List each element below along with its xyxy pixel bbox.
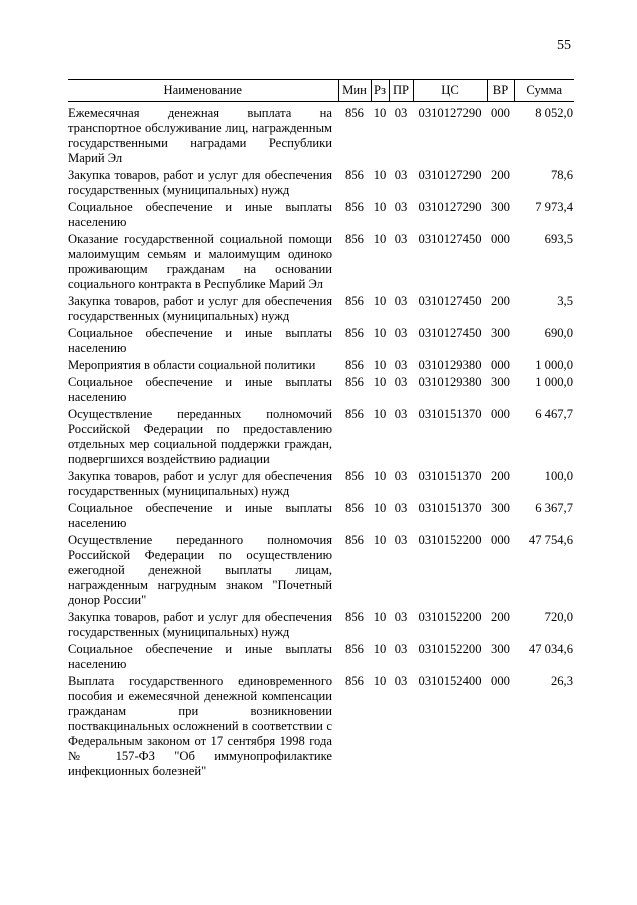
row-min: 856 bbox=[345, 469, 364, 483]
row-vr: 000 bbox=[491, 533, 510, 547]
row-pr: 03 bbox=[394, 358, 408, 372]
row-name: Социальное обеспечение и иные выплаты населению bbox=[68, 200, 332, 229]
row-cs: 0310152200 bbox=[418, 533, 482, 547]
row-pr: 03 bbox=[394, 294, 408, 308]
row-name: Осуществление переданных полномочий Российской Федерации по предоставлению отдельных мер социальной поддержки граждан, подвергшихся воздействию радиации bbox=[68, 407, 332, 466]
page-number: 55 bbox=[557, 38, 571, 53]
row-sum: 26,3 bbox=[550, 674, 573, 688]
table-row bbox=[68, 294, 574, 326]
header-rz: Рз bbox=[371, 80, 389, 102]
table-row bbox=[68, 200, 574, 232]
row-vr: 000 bbox=[491, 232, 510, 246]
row-vr: 300 bbox=[491, 501, 510, 515]
row-pr: 03 bbox=[394, 501, 408, 515]
row-name: Закупка товаров, работ и услуг для обеспечения государственных (муниципальных) нужд bbox=[68, 469, 332, 498]
row-vr: 300 bbox=[491, 375, 510, 389]
table-header-row bbox=[68, 80, 574, 102]
row-pr: 03 bbox=[394, 533, 408, 547]
row-sum: 3,5 bbox=[557, 294, 573, 308]
row-pr: 03 bbox=[394, 326, 408, 340]
row-name: Социальное обеспечение и иные выплаты населению bbox=[68, 642, 332, 671]
row-min: 856 bbox=[345, 200, 364, 214]
row-rz: 10 bbox=[373, 642, 387, 656]
row-name: Ежемесячная денежная выплата на транспортное обслуживание лиц, награжденным государственными наградами Республики Марий Эл bbox=[68, 106, 332, 165]
row-min: 856 bbox=[345, 642, 364, 656]
row-name: Закупка товаров, работ и услуг для обеспечения государственных (муниципальных) нужд bbox=[68, 610, 332, 639]
row-min: 856 bbox=[345, 294, 364, 308]
table-row bbox=[68, 610, 574, 642]
row-pr: 03 bbox=[394, 642, 408, 656]
row-cs: 0310129380 bbox=[418, 375, 482, 389]
row-pr: 03 bbox=[394, 106, 408, 120]
row-min: 856 bbox=[345, 232, 364, 246]
row-rz: 10 bbox=[373, 358, 387, 372]
row-rz: 10 bbox=[373, 200, 387, 214]
row-min: 856 bbox=[345, 326, 364, 340]
row-vr: 000 bbox=[491, 106, 510, 120]
table-row bbox=[68, 533, 574, 610]
row-name: Социальное обеспечение и иные выплаты населению bbox=[68, 375, 332, 404]
row-sum: 693,5 bbox=[544, 232, 573, 246]
row-sum: 6 467,7 bbox=[535, 407, 573, 421]
row-rz: 10 bbox=[373, 326, 387, 340]
row-vr: 200 bbox=[491, 294, 510, 308]
row-vr: 000 bbox=[491, 674, 510, 688]
row-sum: 720,0 bbox=[544, 610, 573, 624]
row-rz: 10 bbox=[373, 106, 387, 120]
table-row bbox=[68, 642, 574, 674]
row-pr: 03 bbox=[394, 469, 408, 483]
row-pr: 03 bbox=[394, 232, 408, 246]
row-name: Выплата государственного единовременного пособия и ежемесячной денежной компенсации гражданам при возникновении поствакцинальных осложнений в соответствии с Федеральным законом от 17 сентября 1998 года № 157-ФЗ "Об иммунопрофилактике инфекционных болезней" bbox=[68, 674, 332, 778]
row-min: 856 bbox=[345, 106, 364, 120]
row-cs: 0310127290 bbox=[418, 106, 482, 120]
row-cs: 0310127450 bbox=[418, 232, 482, 246]
row-vr: 300 bbox=[491, 200, 510, 214]
table-row bbox=[68, 326, 574, 358]
row-cs: 0310152200 bbox=[418, 642, 482, 656]
table-row bbox=[68, 407, 574, 469]
row-vr: 300 bbox=[491, 326, 510, 340]
row-sum: 7 973,4 bbox=[535, 200, 573, 214]
row-min: 856 bbox=[345, 533, 364, 547]
header-sum: Сумма bbox=[514, 80, 574, 102]
row-min: 856 bbox=[345, 674, 364, 688]
row-pr: 03 bbox=[394, 375, 408, 389]
table-row bbox=[68, 375, 574, 407]
row-rz: 10 bbox=[373, 610, 387, 624]
row-cs: 0310127290 bbox=[418, 200, 482, 214]
row-pr: 03 bbox=[394, 674, 408, 688]
row-sum: 8 052,0 bbox=[535, 106, 573, 120]
row-cs: 0310151370 bbox=[418, 469, 482, 483]
row-sum: 47 754,6 bbox=[528, 533, 573, 547]
row-sum: 1 000,0 bbox=[535, 375, 573, 389]
row-vr: 200 bbox=[491, 610, 510, 624]
table-row bbox=[68, 168, 574, 200]
row-rz: 10 bbox=[373, 501, 387, 515]
row-name: Закупка товаров, работ и услуг для обеспечения государственных (муниципальных) нужд bbox=[68, 168, 332, 197]
row-cs: 0310129380 bbox=[418, 358, 482, 372]
row-min: 856 bbox=[345, 375, 364, 389]
row-vr: 200 bbox=[491, 168, 510, 182]
row-rz: 10 bbox=[373, 294, 387, 308]
row-name: Социальное обеспечение и иные выплаты населению bbox=[68, 501, 332, 530]
header-pr: ПР bbox=[389, 80, 413, 102]
row-cs: 0310127450 bbox=[418, 294, 482, 308]
table-row bbox=[68, 469, 574, 501]
table-row bbox=[68, 501, 574, 533]
row-sum: 100,0 bbox=[544, 469, 573, 483]
row-rz: 10 bbox=[373, 407, 387, 421]
budget-table bbox=[68, 79, 574, 781]
row-min: 856 bbox=[345, 168, 364, 182]
header-name: Наименование bbox=[68, 80, 338, 102]
table-row bbox=[68, 358, 574, 375]
row-vr: 000 bbox=[491, 407, 510, 421]
row-min: 856 bbox=[345, 501, 364, 515]
table-row bbox=[68, 232, 574, 294]
row-sum: 1 000,0 bbox=[535, 358, 573, 372]
header-vr: ВР bbox=[487, 80, 514, 102]
row-rz: 10 bbox=[373, 469, 387, 483]
row-rz: 10 bbox=[373, 168, 387, 182]
header-cs: ЦС bbox=[413, 80, 487, 102]
row-min: 856 bbox=[345, 407, 364, 421]
header-min: Мин bbox=[338, 80, 371, 102]
row-sum: 78,6 bbox=[550, 168, 573, 182]
row-name: Мероприятия в области социальной политики bbox=[68, 358, 316, 372]
row-vr: 200 bbox=[491, 469, 510, 483]
row-cs: 0310152200 bbox=[418, 610, 482, 624]
row-vr: 000 bbox=[491, 358, 510, 372]
row-sum: 690,0 bbox=[544, 326, 573, 340]
row-pr: 03 bbox=[394, 610, 408, 624]
row-rz: 10 bbox=[373, 674, 387, 688]
row-rz: 10 bbox=[373, 232, 387, 246]
row-name: Оказание государственной социальной помощи малоимущим семьям и малоимущим одиноко проживающим гражданам на основании социального контракта в Республике Марий Эл bbox=[68, 232, 332, 291]
row-cs: 0310151370 bbox=[418, 501, 482, 515]
table-row bbox=[68, 674, 574, 781]
row-cs: 0310151370 bbox=[418, 407, 482, 421]
row-name: Осуществление переданного полномочия Российской Федерации по осуществлению ежегодной денежной выплаты лицам, награжденным нагрудным знаком "Почетный донор России" bbox=[68, 533, 332, 607]
row-min: 856 bbox=[345, 358, 364, 372]
row-cs: 0310127290 bbox=[418, 168, 482, 182]
row-pr: 03 bbox=[394, 407, 408, 421]
row-sum: 47 034,6 bbox=[528, 642, 573, 656]
row-rz: 10 bbox=[373, 375, 387, 389]
row-sum: 6 367,7 bbox=[535, 501, 573, 515]
row-rz: 10 bbox=[373, 533, 387, 547]
row-pr: 03 bbox=[394, 168, 408, 182]
row-min: 856 bbox=[345, 610, 364, 624]
row-cs: 0310127450 bbox=[418, 326, 482, 340]
row-cs: 0310152400 bbox=[418, 674, 482, 688]
row-name: Социальное обеспечение и иные выплаты населению bbox=[68, 326, 332, 355]
table-row bbox=[68, 102, 574, 169]
row-name: Закупка товаров, работ и услуг для обеспечения государственных (муниципальных) нужд bbox=[68, 294, 332, 323]
row-vr: 300 bbox=[491, 642, 510, 656]
row-pr: 03 bbox=[394, 200, 408, 214]
